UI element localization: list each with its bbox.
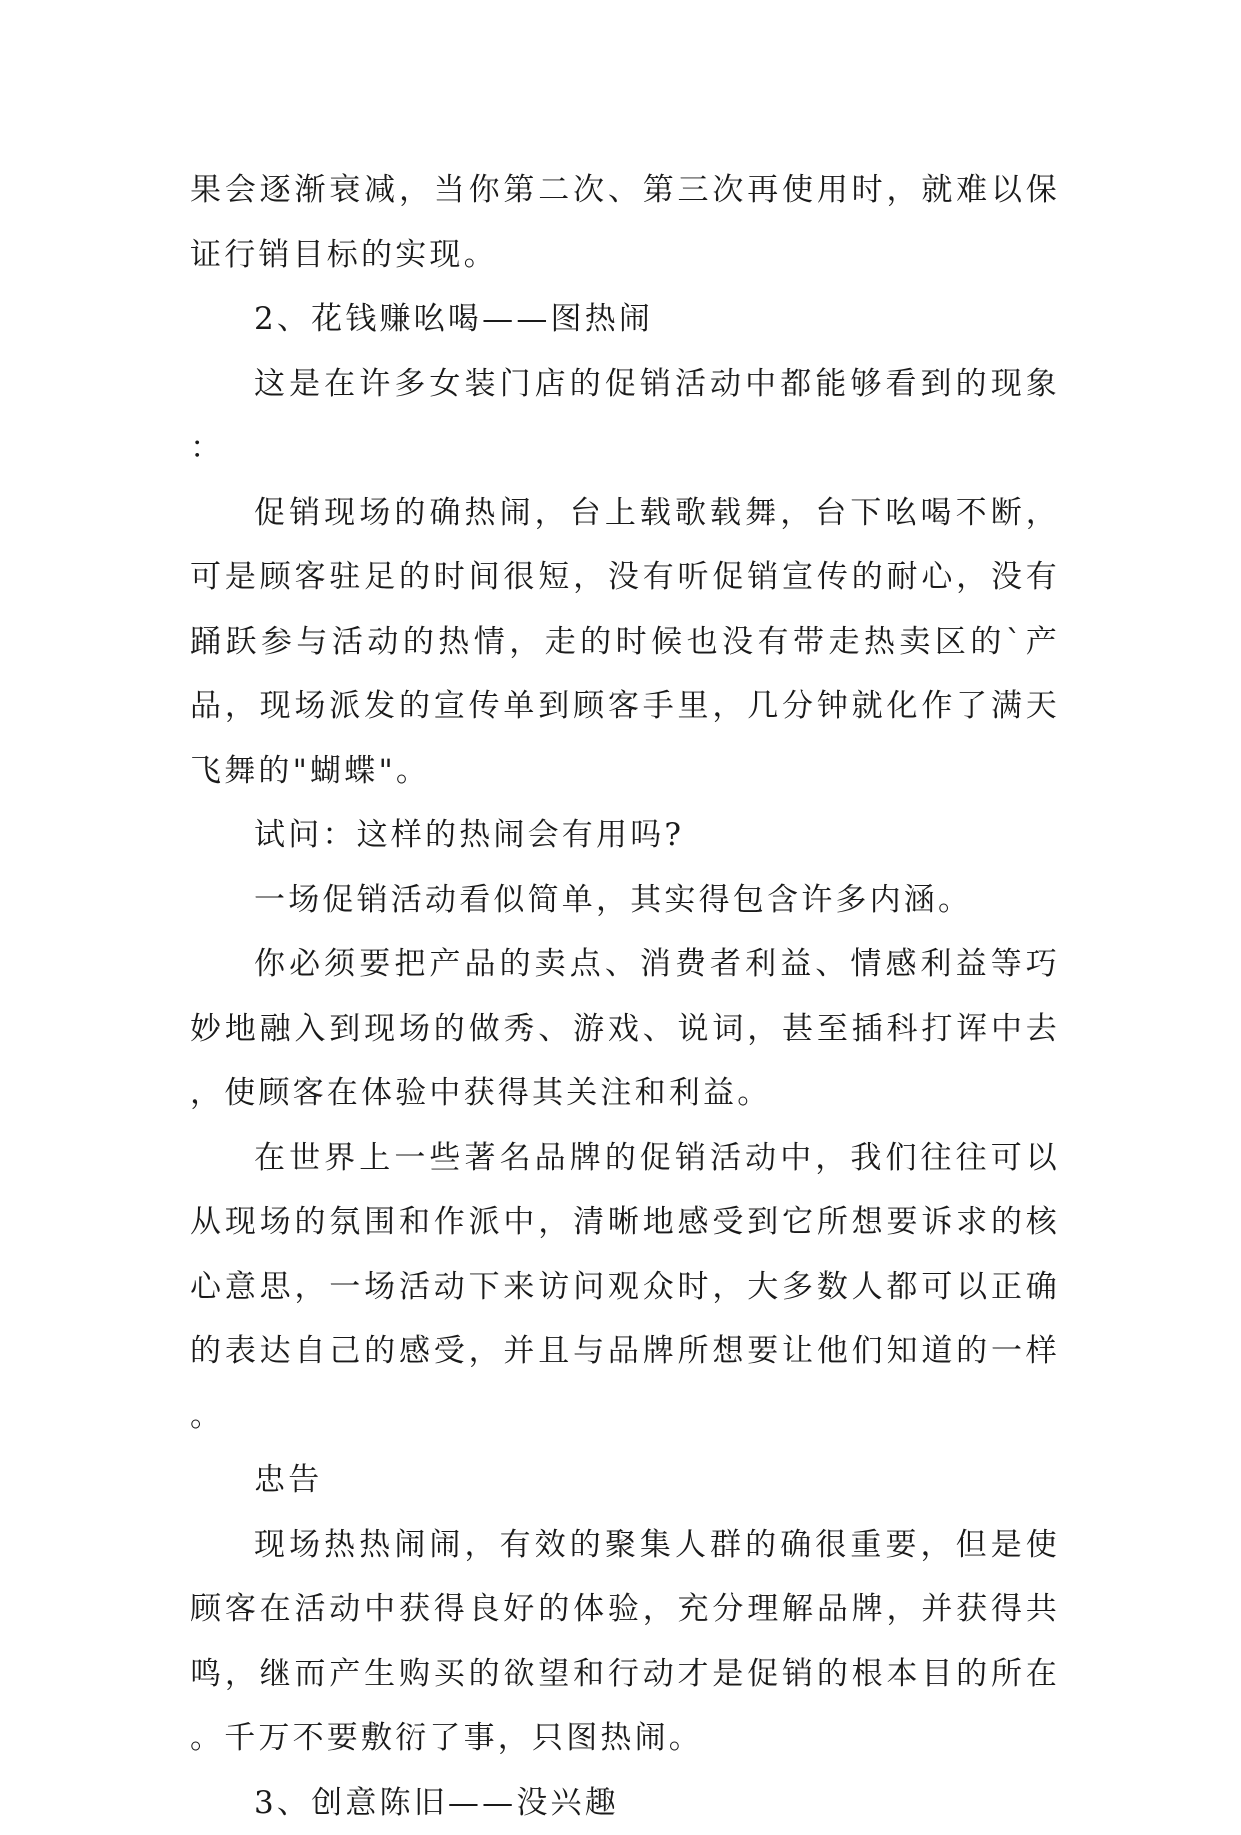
paragraph: 一场促销活动看似简单，其实得包含许多内涵。: [190, 868, 1060, 933]
paragraph: 果会逐渐衰减，当你第二次、第三次再使用时，就难以保证行销目标的实现。: [190, 158, 1060, 287]
paragraph: 这是在许多女装门店的促销活动中都能够看到的现象：: [190, 352, 1060, 481]
section-heading: 3、创意陈旧——没兴趣: [190, 1771, 1060, 1835]
section-heading: 忠告: [190, 1448, 1060, 1513]
section-heading: 2、花钱赚吆喝——图热闹: [190, 287, 1060, 352]
paragraph: 你必须要把产品的卖点、消费者利益、情感利益等巧妙地融入到现场的做秀、游戏、说词，甚至插科打诨中去，使顾客在体验中获得其关注和利益。: [190, 932, 1060, 1126]
paragraph: 在世界上一些著名品牌的促销活动中，我们往往可以从现场的氛围和作派中，清晰地感受到它所想要诉求的核心意思，一场活动下来访问观众时，大多数人都可以正确的表达自己的感受，并且与品牌所想要让他们知道的一样。: [190, 1126, 1060, 1449]
document-body: [190, 158, 1060, 1835]
paragraph: 促销现场的确热闹，台上载歌载舞，台下吆喝不断，可是顾客驻足的时间很短，没有听促销宣传的耐心，没有踊跃参与活动的热情，走的时候也没有带走热卖区的`产品，现场派发的宣传单到顾客手里，几分钟就化作了满天飞舞的"蝴蝶"。: [190, 481, 1060, 804]
paragraph: 现场热热闹闹，有效的聚集人群的确很重要，但是使顾客在活动中获得良好的体验，充分理解品牌，并获得共鸣，继而产生购买的欲望和行动才是促销的根本目的所在。千万不要敷衍了事，只图热闹。: [190, 1513, 1060, 1771]
paragraph: 试问：这样的热闹会有用吗?: [190, 803, 1060, 868]
